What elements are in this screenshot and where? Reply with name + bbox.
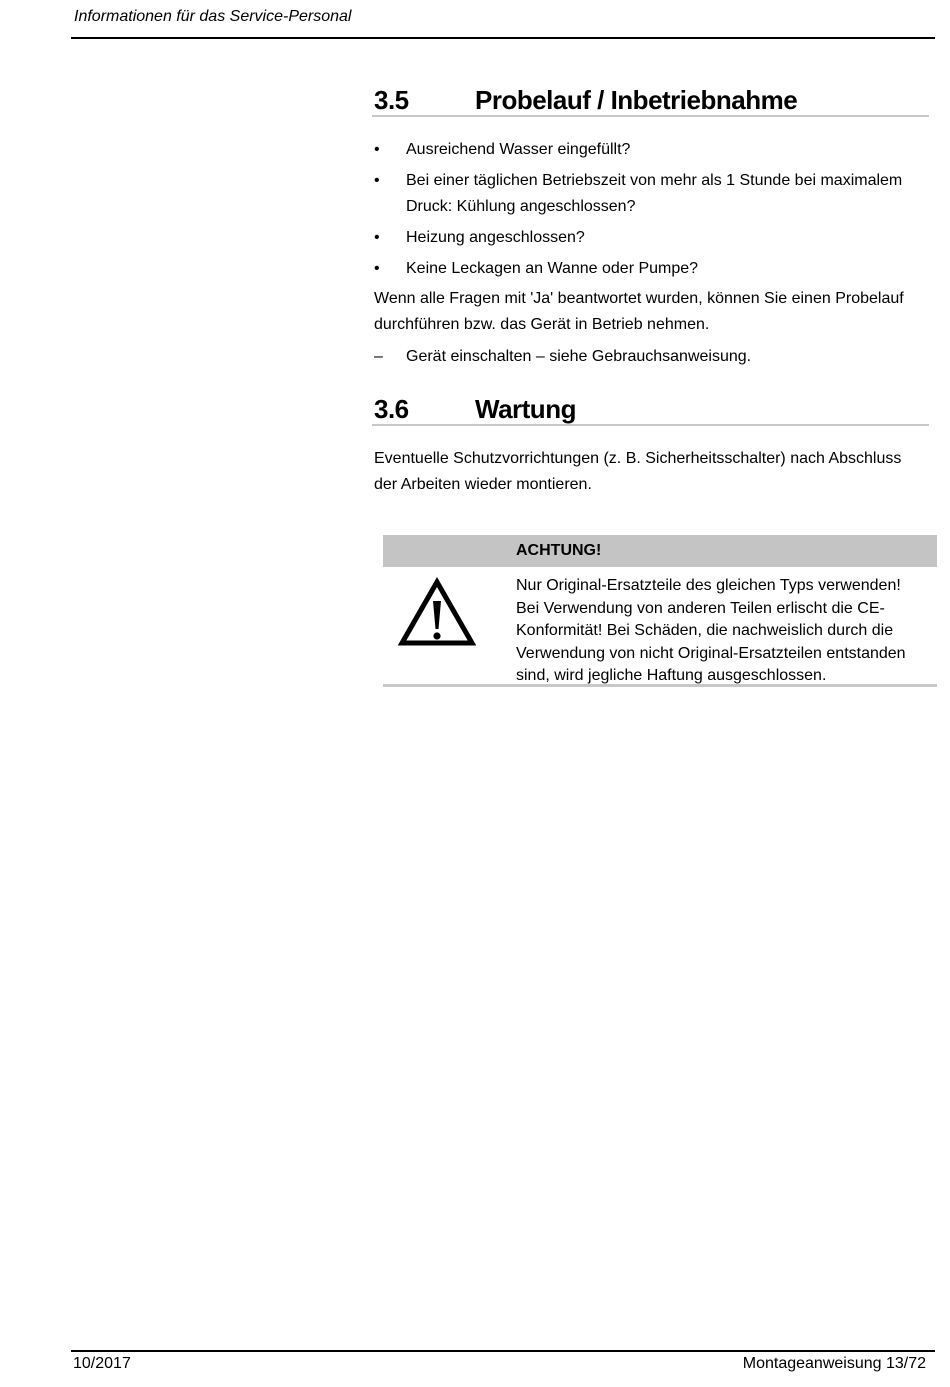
paragraph: Eventuelle Schutzvorrichtungen (z. B. Sicherheitsschalter) nach Abschluss der Arbeiten wieder montieren. [374,450,902,493]
list-item-text: Ausreichend Wasser eingefüllt? [406,141,631,158]
section-title: Probelauf / Inbetriebnahme [475,85,798,115]
list-item-text: Keine Leckagen an Wanne oder Pumpe? [406,260,699,277]
warning-label: ACHTUNG! [516,542,602,559]
bullet-marker: • [374,260,380,277]
bullet-marker: • [374,141,380,158]
section-title: Wartung [475,394,576,424]
warning-text: Nur Original-Ersatzteile des gleichen Typs verwenden! Bei Verwendung von anderen Teilen erlischt die CE-Konformität! Bei Schäden, die nachweislich durch die Verwendung von nicht Original-Ersatzteilen entstanden sind, wird jegliche Haftung ausgeschlossen. [516,577,906,684]
list-item-text: Heizung angeschlossen? [406,229,585,246]
running-header: Informationen für das Service-Personal [74,8,352,25]
warning-triangle-icon [398,577,476,649]
warning-body [383,567,937,685]
bullet-marker: • [374,229,380,246]
section-rule [372,115,929,117]
paragraph: Wenn alle Fragen mit 'Ja' beantwortet wurden, können Sie einen Probelauf durchführen bzw. das Gerät in Betrieb nehmen. [374,290,904,333]
step-text: Gerät einschalten – siehe Gebrauchsanweisung. [406,348,752,365]
footer-page-label: Montageanweisung 13/72 [742,1355,926,1372]
list-item-text: Bei einer täglichen Betriebszeit von mehr als 1 Stunde bei maximalem Druck: Kühlung angeschlossen? [406,172,903,215]
bullet-marker: • [374,172,380,189]
section-number: 3.5 [374,85,409,115]
header-rule [71,37,935,39]
section-number: 3.6 [374,394,409,424]
warning-header [383,535,937,567]
footer-date: 10/2017 [73,1355,131,1372]
warning-box [383,535,937,685]
warning-rule [383,684,937,687]
dash-marker: – [374,348,383,365]
section-rule [372,424,929,426]
footer-rule [71,1350,935,1352]
